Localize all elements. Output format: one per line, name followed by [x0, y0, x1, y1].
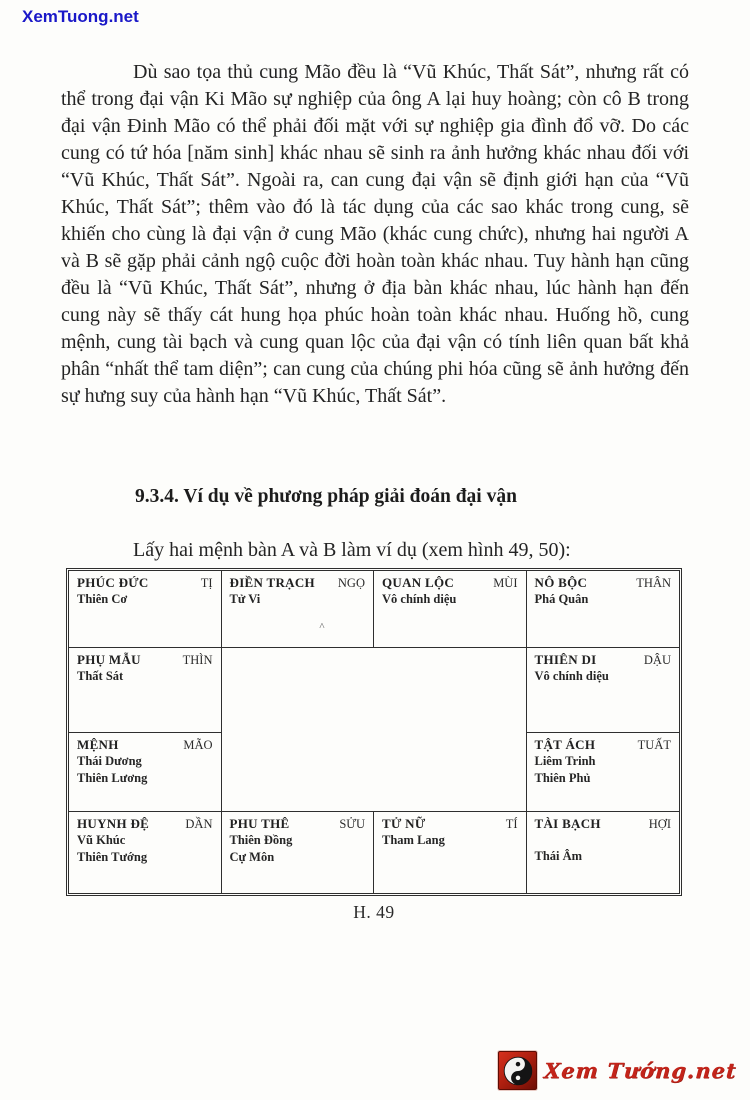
- palace-no-boc: [527, 571, 680, 648]
- palace-thien-di: [527, 648, 680, 733]
- palace-branch: SỬU: [339, 817, 365, 831]
- palace-star: Thiên Lương: [77, 771, 148, 785]
- palace-star: Thiên Đồng: [229, 833, 293, 847]
- palace-name: TÀI BẠCH: [534, 816, 601, 831]
- palace-name: THIÊN DI: [534, 652, 597, 667]
- palace-phuc-duc: [69, 571, 222, 648]
- palace-branch: DẦN: [185, 817, 213, 831]
- palace-name: QUAN LỘC: [382, 575, 455, 590]
- palace-star: Cự Môn: [229, 850, 275, 864]
- palace-branch: THÂN: [636, 576, 671, 590]
- palace-phu-the: [222, 812, 375, 893]
- palace-phu-mau: [69, 648, 222, 733]
- palace-star: Vũ Khúc: [77, 833, 126, 847]
- site-header-link[interactable]: XemTuong.net: [22, 7, 139, 26]
- palace-branch: MÃO: [183, 738, 213, 752]
- palace-branch: TUẤT: [637, 738, 671, 752]
- palace-branch: TÍ: [505, 817, 518, 831]
- footer-site-logo[interactable]: [498, 1051, 737, 1090]
- palace-star: Liêm Trinh: [534, 754, 596, 768]
- chart-center-empty: [222, 648, 527, 812]
- palace-name: PHU THÊ: [229, 816, 290, 831]
- palace-star: Thất Sát: [77, 669, 124, 683]
- palace-quan-loc: [374, 571, 527, 648]
- palace-star: Thái Âm: [534, 849, 583, 863]
- palace-branch: NGỌ: [337, 576, 365, 590]
- scan-artifact-mark: ^: [319, 621, 325, 633]
- palace-star: Thiên Cơ: [77, 592, 128, 606]
- palace-star: Thái Dương: [77, 754, 142, 768]
- palace-name: PHÚC ĐỨC: [77, 575, 149, 590]
- body-paragraph: Dù sao tọa thủ cung Mão đều là “Vũ Khúc, Thất Sát”, nhưng rất có thể trong đại vận Ki Mão sự nghiệp của ông A lại huy hoàng; còn cô B trong đại vận Đinh Mão có thể phải đối mặt với sự nghiệp gia đình đổ vỡ. Do các cung có tứ hóa [năm sinh] khác nhau sẽ sinh ra ảnh hưởng khác nhau đối với “Vũ Khúc, Thất Sát”. Ngoài ra, can cung đại vận sẽ định giới hạn của “Vũ Khúc, Thất Sát”; thêm vào đó là tác dụng của các sao khác trong cung, sẽ khiến cho cùng là đại vận ở cung Mão (khác cung chức), nhưng hai người A và B sẽ gặp phải cảnh ngộ cuộc đời hoàn toàn khác nhau. Tuy hành hạn cũng đều là “Vũ Khúc, Thất Sát”, nhưng ở địa bàn khác nhau, lúc hành hạn đến cung này sẽ thấy cát hung họa phúc hoàn toàn khác nhau. Huống hồ, cung mệnh, cung tài bạch và cung quan lộc của đại vận có tính liên quan bất khả phân “nhất thể tam diện”; can cung của chúng phi hóa cũng sẽ ảnh hưởng đến sự hưng suy của hành hạn “Vũ Khúc, Thất Sát”.: [61, 61, 689, 407]
- palace-branch: THÌN: [182, 653, 213, 667]
- yin-yang-icon: [498, 1051, 537, 1090]
- footer-logo-text: Xem Tướng.net: [543, 1058, 738, 1083]
- palace-tat-ach: [527, 733, 680, 812]
- palace-tai-bach: [527, 812, 680, 893]
- palace-huynh-de: [69, 812, 222, 893]
- palace-branch: TỊ: [200, 576, 213, 590]
- palace-menh: [69, 733, 222, 812]
- figure-caption: H. 49: [353, 902, 395, 922]
- palace-name: PHỤ MẪU: [77, 652, 141, 667]
- palace-branch: DẬU: [643, 653, 671, 667]
- palace-star: Thiên Phủ: [534, 771, 591, 785]
- palace-star: Phá Quân: [534, 592, 589, 606]
- section-heading: 9.3.4. Ví dụ về phương pháp giải đoán đại vận: [135, 485, 517, 507]
- intro-line: Lấy hai mệnh bàn A và B làm ví dụ (xem hình 49, 50):: [133, 539, 571, 561]
- palace-dien-trach: [222, 571, 375, 648]
- palace-star: Tử Vi: [229, 592, 261, 606]
- palace-branch: MÙI: [493, 576, 518, 590]
- palace-star: Thiên Tướng: [77, 850, 148, 864]
- palace-name: MỆNH: [77, 737, 119, 752]
- palace-star: Vô chính diệu: [382, 592, 457, 606]
- palace-tu-nu: [374, 812, 527, 893]
- tuvi-chart-figure: [66, 568, 682, 896]
- palace-star: Vô chính diệu: [534, 669, 609, 683]
- palace-branch: HỢI: [648, 817, 671, 831]
- palace-name: ĐIỀN TRẠCH: [229, 575, 315, 590]
- palace-name: TỬ NỮ: [382, 816, 426, 831]
- palace-name: HUYNH ĐỆ: [77, 816, 150, 831]
- tuvi-chart-grid: [69, 571, 679, 893]
- palace-name: NÔ BỘC: [534, 575, 588, 590]
- palace-name: TẬT ÁCH: [534, 737, 596, 752]
- palace-star: Tham Lang: [382, 833, 445, 847]
